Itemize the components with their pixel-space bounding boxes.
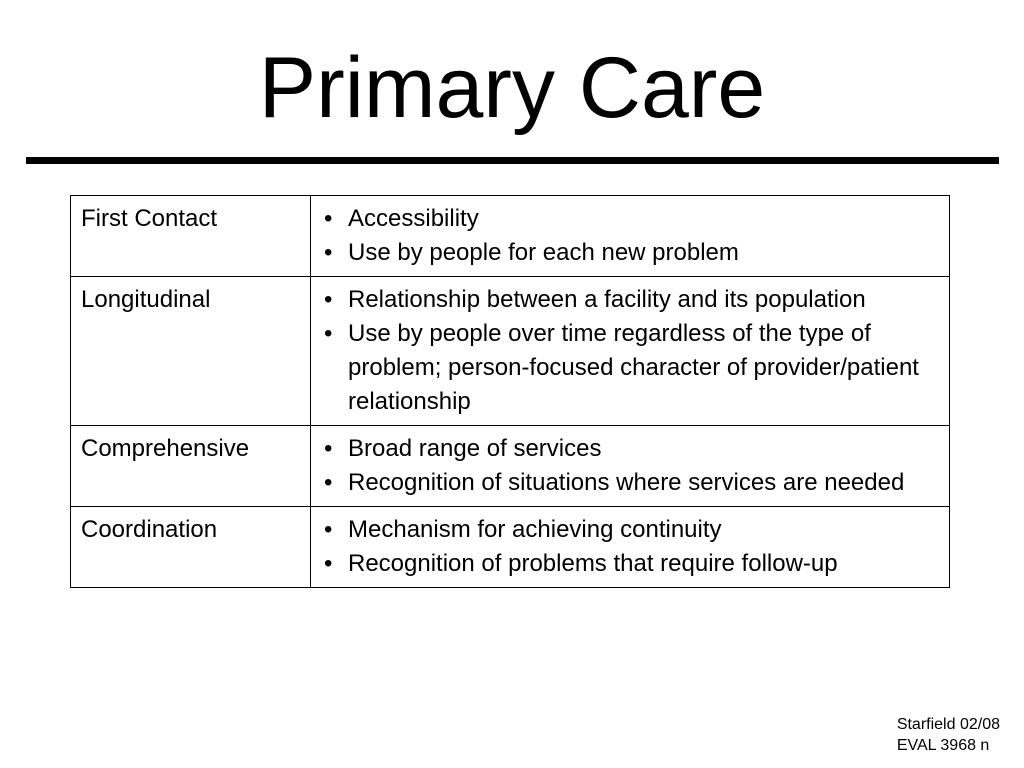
row-label-first-contact: First Contact — [71, 196, 311, 277]
footnote-line: EVAL 3968 n — [896, 737, 990, 754]
bullet-item: • Mechanism for achieving continuity — [321, 513, 939, 547]
title-divider — [26, 157, 999, 164]
bullet-list — [321, 283, 939, 419]
bullet-item: • Broad range of services — [321, 432, 939, 466]
row-details-comprehensive — [311, 426, 950, 507]
bullet-item: • Accessibility — [321, 202, 939, 236]
row-label-comprehensive: Comprehensive — [71, 426, 311, 507]
bullet-item: • Use by people for each new problem — [321, 236, 939, 270]
bullet-item: • Recognition of situations where services are needed — [321, 466, 939, 500]
primary-care-table — [70, 195, 950, 588]
row-label-longitudinal: Longitudinal — [71, 277, 311, 426]
bullet-item: • Relationship between a facility and its population — [321, 283, 939, 317]
table-row-longitudinal — [71, 277, 950, 426]
footnote-line: Starfield 02/08 — [896, 716, 1000, 733]
bullet-list — [321, 202, 939, 270]
table-row-coordination — [71, 507, 950, 588]
bullet-item: • Use by people over time regardless of the type of problem; person-focused character of provider/patient relationship — [321, 317, 939, 419]
slide-title: Primary Care — [258, 40, 766, 136]
row-details-longitudinal — [311, 277, 950, 426]
table-row-comprehensive — [71, 426, 950, 507]
row-details-coordination — [311, 507, 950, 588]
row-label-coordination: Coordination — [71, 507, 311, 588]
row-details-first-contact — [311, 196, 950, 277]
table-row-first-contact — [71, 196, 950, 277]
bullet-list — [321, 513, 939, 581]
bullet-item: • Recognition of problems that require follow-up — [321, 547, 939, 581]
bullet-list — [321, 432, 939, 500]
source-footnote — [897, 714, 1000, 756]
